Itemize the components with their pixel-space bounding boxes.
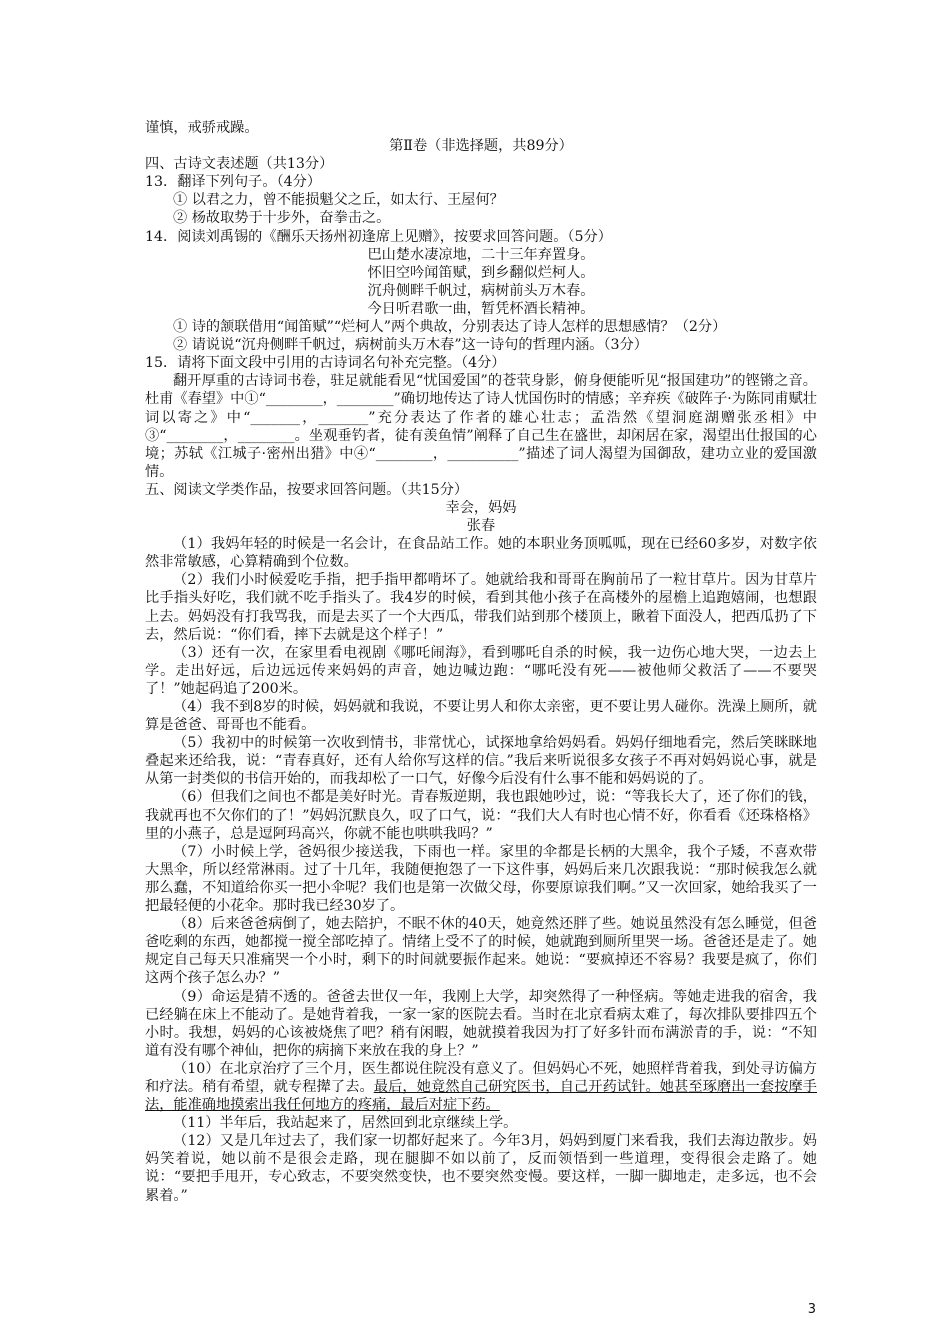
paragraph-2: （2）我们小时候爱吃手指，把手指甲都啃坏了。她就给我和哥哥在胸前吊了一粒甘草片。因为甘草片比手指头好吃，我们就不吃手指头了。我4岁的时候，看到其他小孩子在高楼外的屋檐上追跑嬉闹，也想跟上去。妈妈没有打我骂我，而是去买了一个大西瓜，带我们站到那个楼顶上，瞅着下面没人，把西瓜扔了下去，然后说：“你们看，摔下去就是这个样子！”	[145, 572, 817, 643]
article-title: 幸会，妈妈	[445, 499, 517, 516]
question-14-item-2: ② 请说说“沉舟侧畔千帆过，病树前头万木春”这一诗句的哲理内涵。（3分）	[173, 337, 648, 354]
question-14-item-1: ① 诗的颔联借用“闻笛赋”“烂柯人”两个典故，分别表达了诗人怎样的思想感情？（2分）	[173, 319, 727, 336]
poem-line-3: 沉舟侧畔千帆过，病树前头万木春。	[367, 282, 595, 299]
question-15-passage: 翻开厚重的古诗词书卷，驻足就能看见“忧国爱国”的苍茕身影，俯身便能听见“报国建功”的铿锵之音。杜甫《春望》中①“________，________”确切地传达了诗人忧国伤时的情感；辛弃疾《破阵子·为陈同甫赋壮词以寄之》中“_______，_______”充分表达了作者的雄心壮志；孟浩然《望洞庭湖赠张丞相》中③“________，________。坐观垂钓者，徒有羡鱼情”阐释了自己生在盛世，却闲居在家，渴望出仕报国的心境；苏轼《江城子·密州出猎》中④“________，__________”描述了词人渴望为国御敌，建功立业的爱国激情。	[145, 373, 817, 480]
paragraph-7: （7）小时候上学，爸妈很少接送我，下雨也一样。家里的伞都是长柄的大黑伞，我个子矮，不喜欢带大黑伞，所以经常淋雨。过了十几年，我随便抱怨了一下这件事，妈妈后来几次跟我说：“那时候我怎么就那么蠢，不知道给你买一把小伞呢？我们也是第一次做父母，你要原谅我们啊。”又一次回家，她给我买了一把最轻便的小花伞。那时我已经30岁了。	[145, 843, 817, 915]
paragraph-10-underlined-sentence: 最后，她竟然自己研究医书，自己开药试针。她甚至琢磨出一套按摩手法，能准确地摸索出我任何地方的疼痛，最后对症下药。	[145, 1078, 817, 1114]
section-heading-4: 四、古诗文表述题（共13分）	[145, 156, 334, 173]
intro-line: 谨慎，戒骄戒躁。	[145, 120, 259, 136]
paragraph-10	[145, 1060, 817, 1114]
question-13: 13．翻译下列句子。（4分）	[145, 174, 322, 191]
paragraph-4: （4）我不到8岁的时候，妈妈就和我说，不要让男人和你太亲密，更不要让男人碰你。洗澡上厕所，就算是爸爸、哥哥也不能看。	[145, 699, 817, 734]
paragraph-3: （3）还有一次，在家里看电视剧《哪吒闹海》，看到哪吒自杀的时候，我一边伤心地大哭，一边去上学。走出好远，后边远远传来妈妈的声音，她边喊边跑：“哪吒没有死——被他师父救活了——不要哭了！”她起码追了200米。	[145, 644, 817, 697]
section-heading-5: 五、阅读文学类作品，按要求回答问题。（共15分）	[145, 481, 469, 498]
question-13-item-1: ① 以君之力，曾不能损魁父之丘，如太行、王屋何？	[173, 192, 504, 209]
paragraph-10-text: （10）在北京治疗了三个月，医生都说住院没有意义了。但妈妈心不死，她照样背着我，到处寻访偏方和疗法。稍有希望，就专程撵了去。	[145, 1060, 817, 1095]
paragraph-1: （1）我妈年轻的时候是一名会计，在食品站工作。她的本职业务顶呱呱，现在已经60多岁，对数字依然非常敏感，心算精确到个位数。	[145, 536, 817, 571]
poem-line-1: 巴山楚水凄凉地，二十三年弃置身。	[367, 246, 595, 263]
paragraph-12: （12）又是几年过去了，我们家一切都好起来了。今年3月，妈妈到厦门来看我，我们去海边散步。妈妈笑着说，她以前不是很会走路，现在腿脚不如以前了，反而领悟到一些道理，变得很会走路了。她说：“要把手甩开，专心致志，不要突然变快，也不要突然变慢。要这样，一脚一脚地走，走多远，也不会累着。”	[145, 1133, 817, 1204]
question-15: 15．请将下面文段中引用的古诗词名句补充完整。（4分）	[145, 355, 506, 372]
volume-heading: 第Ⅱ卷（非选择题，共89分）	[389, 138, 573, 155]
page-number: 3	[807, 1302, 816, 1317]
question-13-item-2: ② 杨故取势于十步外，奋拳击之。	[173, 210, 391, 227]
paragraph-8: （8）后来爸爸病倒了，她去陪护，不眠不休的40天，她竟然还胖了些。她说虽然没有怎么睡觉，但爸爸吃剩的东西，她都搅一搅全部吃掉了。情绪上受不了的时候，她就跑到厕所里哭一场。爸爸还是走了。她规定自己每天只准痛哭一个小时，剩下的时间就要振作起来。她说：“要疯掉还不容易？我要是疯了，你们这两个孩子怎么办？”	[145, 916, 817, 987]
poem-line-2: 怀旧空吟闻笛赋，到乡翻似烂柯人。	[367, 264, 595, 281]
poem-line-4: 今日听君歌一曲，暂凭杯酒长精神。	[367, 300, 595, 317]
paragraph-6: （6）但我们之间也不都是美好时光。青春叛逆期，我也跟她吵过，说：“等我长大了，还了你们的钱，我就再也不欠你们的了！”妈妈沉默良久，叹了口气，说：“我们大人有时也心情不好，你看看《还珠格格》里的小燕子，总是逗阿玛高兴，你就不能也哄哄我吗？”	[145, 789, 817, 842]
paragraph-5: （5）我初中的时候第一次收到情书，非常忧心，试探地拿给妈妈看。妈妈仔细地看完，然后笑眯眯地叠起来还给我，说：“青春真好，还有人给你写这样的信。”我后来听说很多女孩子不再对妈妈说心事，就是从第一封类似的书信开始的，而我却松了一口气，好像今后没有什么事不能和妈妈说的了。	[145, 735, 817, 788]
paragraph-9: （9）命运是猜不透的。爸爸去世仅一年，我刚上大学，却突然得了一种怪病。等她走进我的宿舍，我已经躺在床上不能动了。是她背着我，一家一家的医院去看。当时在北京看病太难了，每次排队要排四五个小时。我想，妈妈的心该被烧焦了吧？稍有闲暇，她就摸着我因为打了好多针而布满淤青的手，说：“不知道有没有哪个神仙，把你的病摘下来放在我的身上？”	[145, 988, 817, 1059]
paragraph-11: （11）半年后，我站起来了，居然回到北京继续上学。	[173, 1115, 518, 1132]
question-14: 14．阅读刘禹锡的《酬乐天扬州初逢席上见赠》，按要求回答问题。（5分）	[145, 228, 612, 245]
article-author: 张春	[466, 518, 496, 535]
page-content	[145, 119, 817, 1205]
